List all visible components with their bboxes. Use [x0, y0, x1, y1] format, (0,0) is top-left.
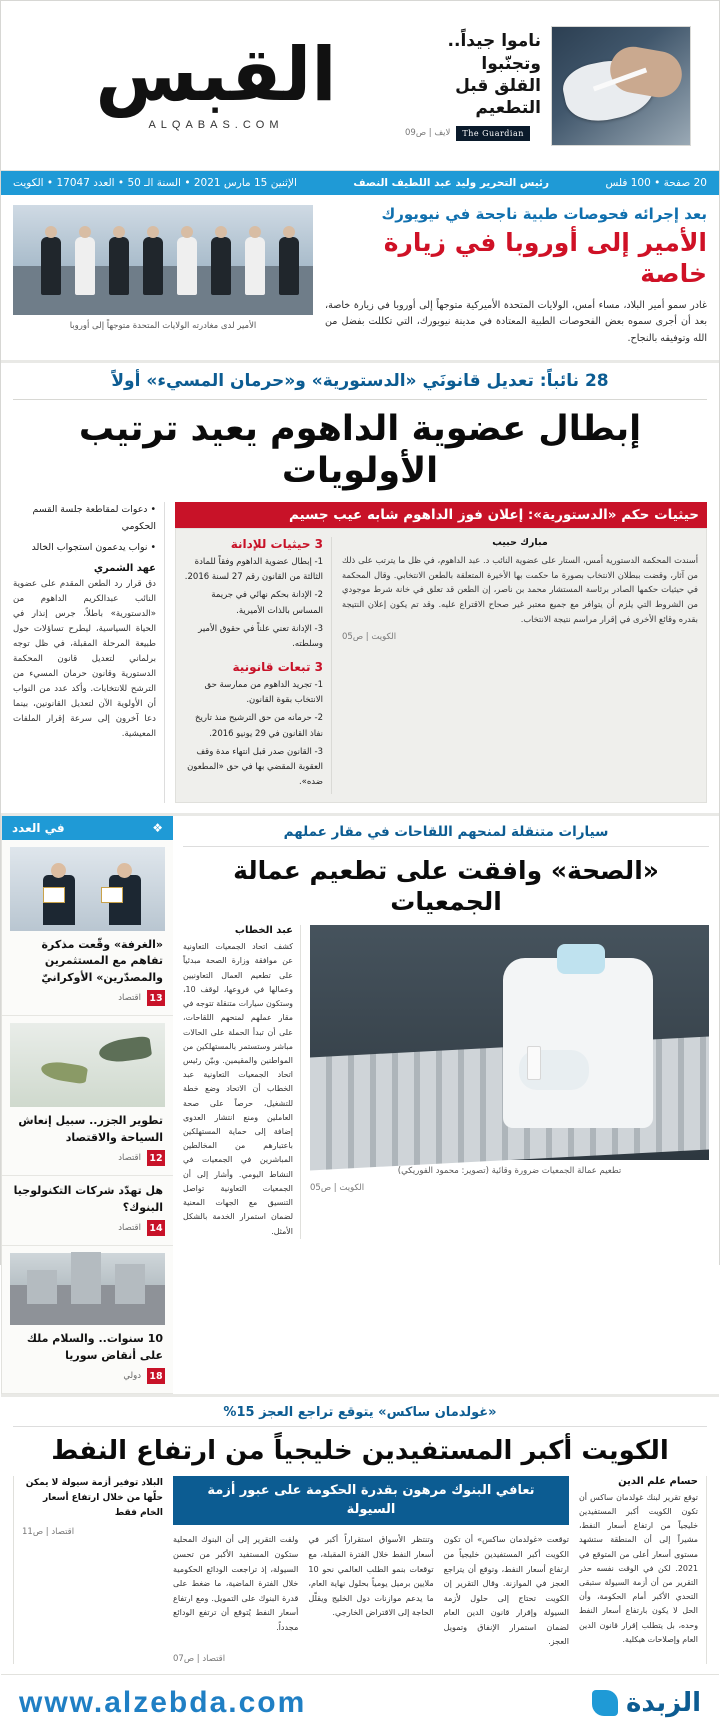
infobar-editor: رئيس التحرير وليد عبد اللطيف النصف	[353, 177, 550, 189]
top-story-photo-wrap	[13, 205, 313, 348]
sidebar-item-meta	[10, 1150, 165, 1166]
top-story[interactable]	[1, 195, 719, 363]
section-label: اقتصاد	[118, 1153, 141, 1164]
bottom-body-column: ولفت التقرير إلى أن البنوك المحلية ستكون المستفيد الأكبر من تحسن السيولة، إذ تراجعت الودائع الحكومية خلال الفترة الماضية، ما ضغط على قدرة البنوك على التمويل. ومع ارتفاع أسعار النفط يُتوقع أن ترتفع الودائع مجدداً.	[173, 1534, 299, 1632]
bottom-left-column	[13, 1476, 163, 1664]
mid-side-author: عبد الخطاب	[234, 925, 293, 937]
sidebar-item-0[interactable]	[2, 840, 173, 1017]
sidebar-item-meta	[10, 990, 165, 1006]
lead-list-item: 2- الإدانة بحكم نهائي في جريمة المساس بالذات الأميرية.	[211, 590, 323, 616]
lead-side-bullets	[13, 502, 156, 557]
logo-website: ALQABAS.COM	[148, 118, 284, 131]
guardian-badge: The Guardian	[456, 126, 530, 141]
lead-side-bullet: • نواب يدعمون استجواب الخالد	[31, 541, 156, 553]
page-badge: 14	[147, 1220, 165, 1236]
bottom-tagline-mid[interactable]: اقتصاد | ص07	[173, 1653, 226, 1664]
lead-panel-author: مبارك حبيب	[492, 536, 548, 548]
thumb-island	[40, 1060, 88, 1085]
thumb-building	[71, 1252, 101, 1304]
sidebar-thumb	[10, 1253, 165, 1325]
labcoat-shape	[503, 958, 653, 1128]
logo[interactable]	[1, 32, 401, 131]
mid-columns	[183, 925, 709, 1239]
promo-line-2: وتجنّبوا	[481, 53, 541, 74]
bottom-right-column	[579, 1476, 707, 1664]
section-label: اقتصاد	[118, 1223, 141, 1234]
lead-list-item: 2- حرمانه من حق الترشيح منذ تاريخ نفاذ القانون في 29 يونيو 2016.	[195, 713, 323, 739]
bottom-kicker: «غولدمان ساكس» يتوقع تراجع العجز 15%	[13, 1405, 707, 1427]
footer-brand-name: الزبدة	[626, 1688, 701, 1719]
bottom-left-note: البلاد توفير أزمة سيولة لا يمكن حلّها من خلال ارتفاع أسعار الخام فقط	[25, 1477, 163, 1519]
thumb-building	[27, 1270, 57, 1304]
sidebar-header	[2, 816, 173, 840]
lead-list-item: 1- تجريد الداهوم من ممارسة حق الانتخاب بقوة القانون.	[204, 679, 323, 705]
promo-page-ref: لايف | ص09	[405, 128, 451, 139]
masthead-promo-text	[401, 26, 551, 146]
thumb-document	[101, 887, 123, 903]
top-story-headline[interactable]: الأمير إلى أوروبا في زيارة خاصة	[383, 228, 707, 289]
sidebar-thumb	[10, 1023, 165, 1107]
bottom-blue-banner: تعافي البنوك مرهون بقدرة الحكومة على عبور أزمة السيولة	[173, 1476, 569, 1526]
mid-tagline[interactable]: الكويت | ص05	[310, 1182, 365, 1193]
sidebar-item-1[interactable]	[2, 1016, 173, 1176]
lead-side-column	[13, 502, 165, 803]
promo-line-3: القلق قبل	[455, 76, 541, 96]
mid-kicker: سيارات متنقلة لمنحهم اللقاحات في مقار عملهم	[183, 824, 709, 847]
mid-side-body: كشف اتحاد الجمعيات التعاونية عن موافقة وزارة الصحة مبدئياً على تطعيم العمال التعاونيين وعمالها في فروعها، لوقف 10، وستكون سيارات متنقلة تتوجه في مقار عملهم لمنحهم اللقاحات، على أن تبدأ الحملة على الحالات مباشر وستستمر بالمستهلكين من المواطنين والمقيمين. وبيّن رئيس اتحاد الجمعيات التعاونية عبد الخطاب أن الاتحاد وضع خطة للتشغيل، حرصاً على صحة العاملين ومنع انتشار العدوى إضافة إلى حماية المستهلكين باعتبارهم من المخالطين المباشرين في الجمعيات في النشاط اليومي. وأشار إلى أن الجمعيات التعاونية تواصل التنسيق مع الجهات المعنية لضمان استمرار الخدمة بالشكل الأمثل.	[183, 942, 293, 1236]
photo-figure	[41, 237, 61, 295]
infobar-pages: 20 صفحة • 100 فلس	[605, 177, 707, 189]
masthead-promo[interactable]	[401, 26, 691, 146]
bottom-body-column: وتنتظر الأسواق استقراراً أكبر في أسعار النفط خلال الفترة المقبلة، مع توقعات بنمو الطلب العالمي نحو 10 ملايين برميل يومياً بحلول نهاية العام، ما يدعم موازنات دول الخليج ويقلّل الحاجة إلى الاقتراض الخارجي.	[308, 1534, 434, 1618]
sidebar-item-caption: 10 سنوات.. والسلام ملك على أنقاض سوريا	[26, 1332, 163, 1362]
photo-figure	[143, 237, 163, 295]
top-story-body: غادر سمو أمير البلاد، مساء أمس، الولايات المتحدة الأميركية متوجهاً إلى أوروبا في زيارة خاصة، بعد أن أجرى سموه بعض الفحوصات الطبية المعتادة في مدينة نيويورك، التي تكللت بفضل من الله وتوفيقه بالنجاح.	[325, 299, 707, 345]
bottom-middle-column	[173, 1476, 569, 1664]
lead-headline[interactable]: إبطال عضوية الداهوم يعيد ترتيب الأولويات	[78, 408, 642, 491]
page-badge: 18	[147, 1368, 165, 1384]
thumb-document	[43, 887, 65, 903]
sidebar-item-2[interactable]	[2, 1176, 173, 1246]
masthead	[1, 1, 719, 171]
lead-panel-tagline[interactable]: الكويت | ص05	[342, 631, 397, 642]
lead-panel-lists	[184, 537, 332, 794]
page-badge: 13	[147, 990, 165, 1006]
lead-list-2	[184, 678, 323, 791]
page-badge: 12	[147, 1150, 165, 1166]
sidebar-item-meta	[10, 1220, 165, 1236]
lead-list-title-1: 3 حيثيات للإدانة	[230, 536, 323, 551]
lead-story[interactable]	[1, 363, 719, 813]
mid-photo	[310, 925, 709, 1160]
infobar-date: الإثنين 15 مارس 2021 • السنة الـ 50 • العدد 17047 • الكويت	[13, 177, 297, 189]
bottom-columns	[13, 1476, 707, 1664]
lead-list-title-2: 3 تبعات قانونية	[232, 659, 323, 674]
lead-list-1	[184, 555, 323, 653]
bottom-right-body: توقع تقرير لبنك غولدمان ساكس أن تكون الكويت أكبر المستفيدين خليجياً من ارتفاع أسعار النفط، مشيراً إلى أن المنطقة ستشهد مستوى أسعار أعلى من المتوقع في 2021. لكن في الوقت نفسه حذر التقرير من أن أزمة السيولة ستبقى التحدي الأكبر أمام الحكومة، وأن الحل لا يكون بارتفاع أسعار النفط وحده، بل يتطلب إقرار قانون الدين العام وإصلاحات هيكلية.	[579, 1492, 698, 1644]
top-story-text	[325, 205, 707, 348]
lead-main-column	[175, 502, 707, 803]
bottom-body-columns	[173, 1525, 569, 1649]
lead-panel-body: أسندت المحكمة الدستورية أمس، الستار على عضوية النائب د. عبد الداهوم، في ظل ما يترتب على ذلك من آثار، وقضت ببطلان الانتخاب بصورة ما حكمت بها الأخيرة المتعلقة بالطعن الانتخابي. وقال المحكمة في حيثيات حكمها الصادر برئاسة المستشار محمد بن ناصر، إن الطعن قد تعلق في خانة شرط موجودي من الشروط التي يلزم أن يتوافر مع جميع معتبر غير صحاح الاقتراع عليه. وقد تم يكون إعلان النتيجة بقدره وقائع الأخرى في إقرار مراسم نتيجة الانتخاب.	[342, 554, 698, 624]
bottom-author: حسام علم الدين	[618, 1475, 698, 1487]
lead-columns	[13, 502, 707, 803]
section-label: دولي	[123, 1371, 141, 1382]
lead-panel-article	[342, 537, 698, 794]
bottom-story[interactable]	[1, 1394, 719, 1674]
footer-brand-mark-icon	[592, 1690, 618, 1716]
top-story-kicker: بعد إجرائه فحوصات طبية ناجحة في نيويورك	[381, 205, 707, 223]
lead-list-item: 3- الإدانة تعني علناً في حقوق الأمير وسلطته.	[198, 624, 323, 650]
lead-red-banner: حيثيات حكم «الدستورية»: إعلان فوز الداهوم شابه عيب جسيم	[175, 502, 707, 528]
sidebar	[1, 816, 173, 1395]
photo-figure	[245, 237, 265, 295]
footer-ad[interactable]	[1, 1674, 719, 1732]
lead-side-body: دق قرار رد الطعن المقدم على عضوية النائب عبدالكريم الداهوم من «الدستورية» باطلاً، جرس إنذار في الحياة السياسية، ليطرح تساؤلات حول طبيعة المرحلة المقبلة، في ظل توجه برلماني لتعديل قانون المحكمة الدستورية وقانون حرمان المسيء من الترشح للانتخابات. وأكد عدد من النواب أن الأولوية الآن لتعديل القانونين، بينما دعا آخرون إلى سرعة إقرار الملفات المعيشية.	[13, 578, 156, 739]
bottom-body-column: توقعت «غولدمان ساكس» أن تكون الكويت أكبر المستفيدين خليجياً من ارتفاع أسعار النفط، وتوقع أن يتراجع العجز في الموازنة. وقال التقرير إن الكويت تحتاج إلى حلول لأزمة السيولة وإقرار قانون الدين العام لضمان استمرار الإنفاق وتمويل العجز.	[443, 1534, 569, 1647]
thumb-building	[115, 1264, 145, 1304]
info-bar	[1, 171, 719, 195]
footer-brand[interactable]	[592, 1688, 701, 1718]
logo-wordmark: القبس	[95, 32, 337, 119]
sidebar-item-caption: تطوير الجزر.. سبيل إنعاش السياحة والاقتصاد	[18, 1114, 163, 1144]
sidebar-leaf-icon: ❖	[152, 820, 163, 835]
sidebar-item-meta	[10, 1368, 165, 1384]
bottom-tagline-left[interactable]: اقتصاد | ص11	[22, 1526, 75, 1537]
photo-figure	[211, 237, 231, 295]
photo-figure	[75, 237, 95, 295]
thumb-island	[98, 1036, 153, 1065]
bottom-headline[interactable]: الكويت أكبر المستفيدين خليجياً من ارتفاع النفط	[51, 1436, 669, 1467]
mid-photo-wrap	[310, 925, 709, 1239]
mid-headline[interactable]: «الصحة» وافقت على تطعيم عمالة الجمعيات	[233, 855, 659, 916]
photo-figure	[279, 237, 299, 295]
sidebar-item-caption: هل تهدّد شركات التكنولوجيا البنوك؟	[13, 1184, 163, 1214]
lead-side-bullet: • دعوات لمقاطعة جلسة القسم الحكومي	[32, 503, 156, 532]
promo-line-4: التطعيم	[475, 98, 541, 119]
promo-line-1: ناموا جيداً..	[447, 31, 541, 52]
mid-photo-caption: تطعيم عمالة الجمعيات ضرورة وقائية (تصوير: محمود الفوريكي)	[397, 1166, 622, 1177]
photo-figure	[109, 237, 129, 295]
middle-section	[1, 813, 719, 1395]
top-story-caption: الأمير لدى مغادرته الولايات المتحدة متوجهاً إلى أوروبا	[69, 321, 257, 331]
vial-shape	[527, 1046, 541, 1080]
lead-side-author: عهد الشمري	[93, 562, 156, 574]
photo-figure	[177, 237, 197, 295]
lead-list-item: 1- إبطال عضوية الداهوم وفقاً للمادة الثالثة من القانون رقم 27 لسنة 2016.	[184, 556, 323, 583]
sidebar-title: في العدد	[12, 820, 65, 835]
top-story-photo	[13, 205, 313, 315]
sidebar-thumb	[10, 847, 165, 931]
facemask-shape	[557, 944, 605, 974]
mid-story[interactable]	[173, 816, 719, 1395]
lead-list-item: 3- القانون صدر قبل انتهاء مدة وقف العقوبة المقضي بها في حق «المطعون ضده».	[187, 746, 323, 788]
section-label: اقتصاد	[118, 993, 141, 1004]
mid-side-column	[183, 925, 301, 1239]
lead-panel	[175, 528, 707, 803]
lead-kicker: 28 نائباً: تعديل قانونَي «الدستورية» و«حرمان المسيء» أولاً	[13, 371, 707, 400]
promo-meta	[405, 126, 541, 141]
footer-url[interactable]: www.alzebda.com	[19, 1686, 307, 1720]
sidebar-item-3[interactable]	[2, 1246, 173, 1394]
sidebar-item-caption: «الغرفة» وقّعت مذكرة تفاهم مع المستثمرين والمصدّرين» الأوكرانيّ	[41, 937, 163, 984]
promo-photo	[551, 26, 691, 146]
